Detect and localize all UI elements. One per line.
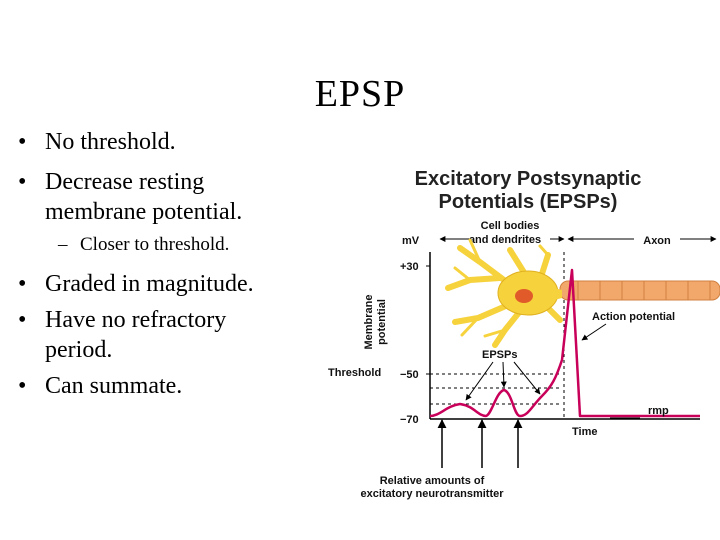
tick-plus30: +30: [400, 261, 419, 273]
slide-title: EPSP: [314, 73, 406, 115]
figure-title-line1: Excitatory Postsynaptic: [414, 168, 642, 190]
cell-bodies-label-line1: Cell bodies: [480, 220, 540, 232]
y-label-line2: potential: [376, 299, 388, 345]
bullet-text: Decrease resting: [45, 169, 205, 195]
bullet-glyph: •: [18, 271, 27, 297]
relative-amounts-line1: Relative amounts of: [379, 475, 485, 487]
y-axis-label: [363, 294, 388, 349]
bullet-text-continued: membrane potential.: [45, 199, 243, 225]
tick-minus50: −50: [400, 369, 419, 381]
bullet-glyph: •: [18, 169, 27, 195]
threshold-label: Threshold: [328, 367, 382, 379]
axon-myelin: [560, 281, 720, 300]
rmp-label: rmp: [648, 405, 669, 417]
bullet-glyph: •: [18, 373, 27, 399]
unit-label: mV: [402, 235, 420, 247]
neuron-illustration: [448, 240, 720, 345]
nucleus: [515, 289, 533, 303]
sub-bullet-glyph: –: [58, 234, 68, 255]
tick-minus70: −70: [400, 414, 419, 426]
bullet-text-continued: period.: [45, 337, 113, 363]
epsp-arrow-2: [503, 362, 504, 387]
bullet-text: No threshold.: [45, 129, 176, 155]
bullet-text: Have no refractory: [45, 307, 227, 333]
bullet-text: Can summate.: [45, 373, 183, 399]
relative-amounts-line2: excitatory neurotransmitter: [360, 488, 504, 500]
action-potential-label: Action potential: [592, 311, 676, 323]
epsp-arrow-3: [514, 362, 540, 394]
axon-label: Axon: [643, 235, 671, 247]
sub-bullet-text: Closer to threshold.: [80, 234, 230, 255]
y-label-line1: Membrane: [363, 294, 375, 350]
figure-title-line2: Potentials (EPSPs): [438, 191, 618, 213]
bullet-text: Graded in magnitude.: [45, 271, 254, 297]
cell-bodies-label-line2: and dendrites: [468, 234, 542, 246]
axon-hillock: [554, 288, 562, 300]
action-potential-arrow: [582, 324, 606, 340]
bullet-glyph: •: [18, 129, 27, 155]
epsps-label: EPSPs: [482, 349, 518, 361]
bullet-glyph: •: [18, 307, 27, 333]
time-label: Time: [572, 426, 598, 438]
epsp-arrow-1: [466, 362, 493, 400]
